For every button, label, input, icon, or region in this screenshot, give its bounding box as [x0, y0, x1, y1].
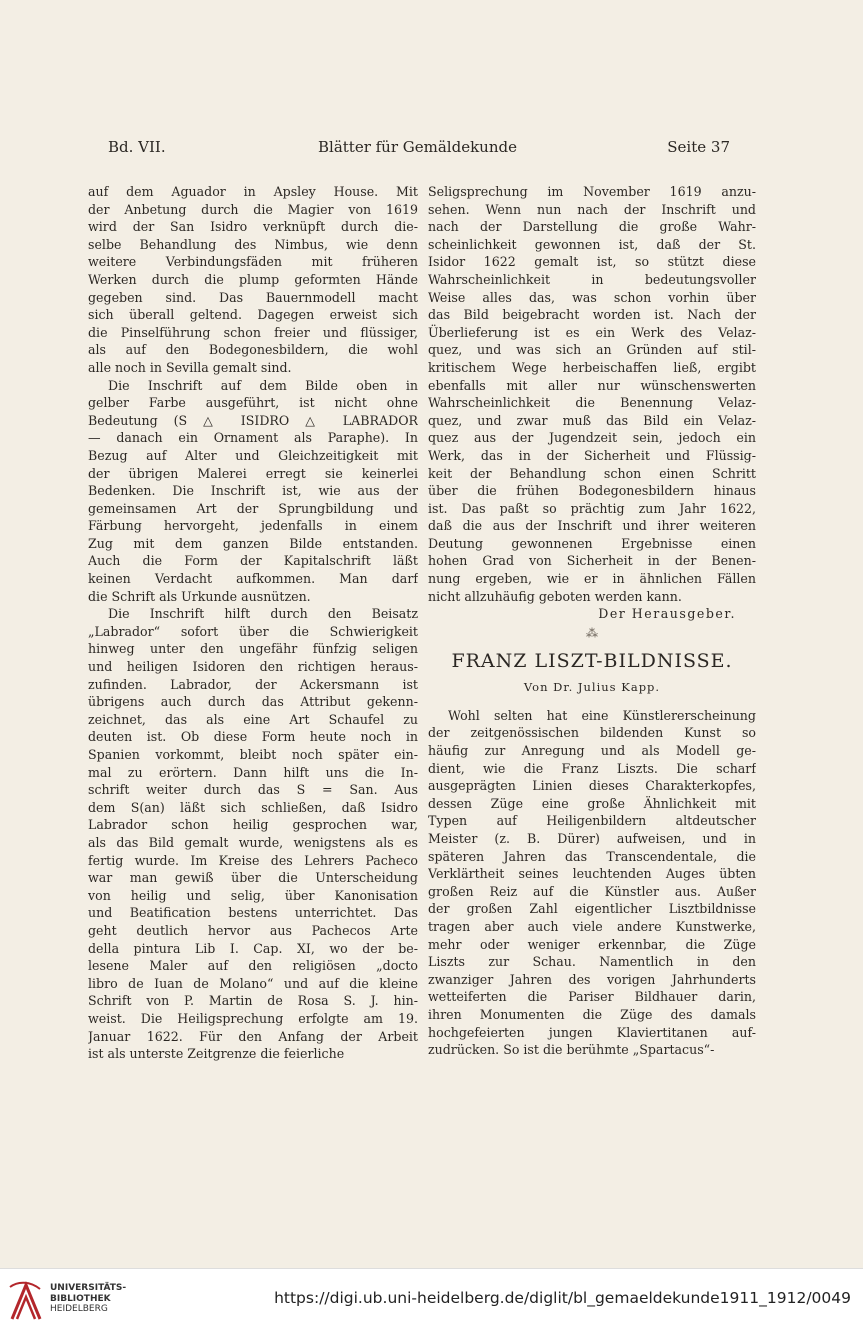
text-line: Labrador schon heilig gesprochen war,	[88, 817, 418, 833]
text-line: Weise alles das, was schon vorhin über	[428, 289, 756, 305]
text-line: der zeitgenössischen bildenden Kunst so	[428, 725, 756, 741]
right-column-continued-text	[428, 183, 756, 605]
text-line: und Beatification bestens unterrichtet. Das	[88, 905, 418, 921]
article-byline: Von Dr. Julius Kapp.	[523, 679, 661, 694]
text-line: Meister (z. B. Dürer) aufweisen, und in	[428, 831, 756, 846]
text-line: Wohl selten hat eine Künstlererscheinung	[448, 707, 756, 723]
text-line: das Bild beigebracht worden ist. Nach der	[428, 307, 756, 323]
text-line: hohen Grad von Sicherheit in der Benen-	[428, 553, 756, 569]
text-line: Typen auf Heiligenbildern altdeutscher	[428, 813, 756, 829]
library-name-line: UNIVERSITÄTS-	[50, 1283, 127, 1293]
library-name[interactable]	[50, 1283, 126, 1315]
text-line: gemeinsamen Art der Sprungbildung und	[88, 500, 418, 516]
text-line: Wahrscheinlichkeit in bedeutungsvoller	[428, 271, 756, 287]
text-line: Werken durch die plump geformten Hände	[88, 271, 418, 287]
text-line: ist. Das paßt so prächtig zum Jahr 1622,	[428, 500, 756, 516]
text-line: daß die aus der Inschrift und ihrer weiteren	[428, 518, 756, 534]
ornament-icon: ⁂	[586, 625, 598, 640]
text-line: weitere Verbindungsfäden mit früheren	[88, 254, 418, 270]
text-line: zwanziger Jahren des vorigen Jahrhunderts	[428, 971, 756, 987]
text-line: schrift weiter durch das S = San. Aus	[88, 782, 418, 798]
left-text-column	[88, 183, 418, 1063]
text-line: Wahrscheinlichkeit die Benennung Velaz-	[428, 395, 756, 411]
text-line: über die frühen Bodegonesbildern hinaus	[428, 483, 756, 499]
text-line: großen Reiz auf die Künstler aus. Außer	[428, 883, 756, 899]
text-line: ihren Monumenten die Züge des damals	[428, 1006, 756, 1022]
text-line: Liszts zur Schau. Namentlich in den	[428, 954, 756, 970]
text-line: Januar 1622. Für den Anfang der Arbeit	[88, 1028, 418, 1044]
text-line: Zug mit dem ganzen Bilde entstanden.	[88, 535, 418, 551]
text-line: geht deutlich hervor aus Pachecos Arte	[88, 922, 418, 938]
text-line: mehr oder weniger erkennbar, die Züge	[428, 936, 756, 952]
text-line: quez, und zwar muß das Bild ein Velaz-	[428, 412, 756, 428]
text-line: — danach ein Ornament als Paraphe). In	[88, 430, 418, 446]
viewer-footer	[0, 1268, 863, 1332]
text-line: späteren Jahren das Transcendentale, die	[428, 848, 756, 864]
text-line: „Labrador“ sofort über die Schwierigkeit	[88, 623, 418, 639]
text-line: dient, wie die Franz Liszts. Die scharf	[428, 760, 756, 776]
permalink-url[interactable]: https://digi.ub.uni-heidelberg.de/diglit/bl_gemaeldekunde1911_1912/0049	[274, 1289, 851, 1307]
text-line: ebenfalls mit aller nur wünschenswerten	[428, 377, 756, 393]
text-line: quez aus der Jugendzeit sein, jedoch ein	[428, 430, 756, 446]
article-title: FRANZ LISZT-BILDNISSE.	[451, 649, 733, 672]
text-line: Seligsprechung im November 1619 anzu-	[428, 184, 756, 199]
text-line: deuten ist. Ob diese Form heute noch in	[88, 729, 418, 745]
text-line: als das Bild gemalt wurde, wenigstens als es	[88, 834, 418, 850]
text-line: weist. Die Heiligsprechung erfolgte am 19.	[88, 1010, 418, 1026]
journal-title: Blätter für Gemäldekunde	[318, 138, 517, 156]
text-line: Deutung gewonnenen Ergebnisse einen	[428, 535, 756, 551]
text-line: sich überall geltend. Dagegen erweist sich	[88, 307, 418, 323]
text-line: della pintura Lib I. Cap. XI, wo der be-	[88, 940, 418, 956]
text-line: sehen. Wenn nun nach der Inschrift und	[428, 201, 756, 217]
text-line: Auch die Form der Kapitalschrift läßt	[88, 553, 418, 569]
text-line: Spanien vorkommt, bleibt noch später ein-	[88, 747, 418, 762]
text-line: Werk, das in der Sicherheit und Flüssig-	[428, 447, 756, 463]
text-line: von heilig und selig, über Kanonisation	[88, 887, 418, 903]
text-line: Färbung hervorgeht, jedenfalls in einem	[88, 518, 418, 534]
text-line: Bedenken. Die Inschrift ist, wie aus der	[88, 483, 418, 499]
text-line: lesene Maler auf den religiösen „docto	[88, 958, 418, 974]
text-line: auf dem Aguador in Apsley House. Mit	[88, 184, 418, 199]
signature: Der Herausgeber.	[598, 606, 736, 622]
text-line: hinweg unter den ungefähr fünfzig seligen	[88, 641, 418, 657]
text-line: Bedeutung (S △ ISIDRO △ LABRADOR	[88, 412, 418, 428]
text-line: wird der San Isidro verknüpft durch die-	[88, 219, 418, 235]
text-line: hochgefeierten jungen Klaviertitanen auf-	[428, 1024, 756, 1040]
text-line: der übrigen Malerei erregt sie keinerlei	[88, 465, 418, 481]
text-line: quez, und was sich an Gründen auf stil-	[428, 342, 756, 358]
text-line: häufig zur Anregung und als Modell ge-	[428, 743, 756, 759]
text-line: als auf den Bodegonesbildern, die wohl	[88, 342, 418, 358]
text-line: selbe Behandlung des Nimbus, wie denn	[88, 236, 418, 252]
text-line: scheinlichkeit gewonnen ist, daß der St.	[428, 236, 756, 252]
text-line: Die Inschrift hilft durch den Beisatz	[108, 606, 418, 622]
text-line: keinen Verdacht aufkommen. Man darf	[88, 571, 418, 587]
text-line: die Pinselführung schon freier und flüssiger,	[88, 324, 418, 340]
text-line: keit der Behandlung schon einen Schritt	[428, 465, 756, 481]
text-line: Schrift von P. Martin de Rosa S. J. hin-	[88, 993, 418, 1009]
text-line: Bezug auf Alter und Gleichzeitigkeit mit	[88, 447, 418, 463]
text-line: mal zu erörtern. Dann hilft uns die In-	[88, 764, 418, 780]
text-line: zufinden. Labrador, der Ackersmann ist	[88, 676, 418, 692]
text-line: Verklärtheit seines leuchtenden Auges übten	[428, 866, 756, 882]
text-line: nung ergeben, wie er in ähnlichen Fällen	[428, 571, 756, 587]
text-line: wetteiferten die Pariser Bildhauer darin,	[428, 989, 756, 1005]
article-body	[428, 707, 756, 1059]
text-line: ist als unterste Zeitgrenze die feierliche	[88, 1046, 345, 1062]
text-line: Überlieferung ist es ein Werk des Velaz-	[428, 324, 756, 340]
text-line: zeichnet, das als eine Art Schaufel zu	[88, 711, 418, 727]
text-line: und heiligen Isidoren den richtigen heraus-	[88, 659, 418, 675]
text-line: Isidor 1622 gemalt ist, so stützt diese	[428, 254, 756, 270]
text-line: der Anbetung durch die Magier von 1619	[88, 201, 418, 217]
library-name-line: HEIDELBERG	[50, 1304, 108, 1314]
text-line: war man gewiß über die Unterscheidung	[88, 870, 418, 886]
text-line: gegeben sind. Das Bauernmodell macht	[88, 289, 418, 305]
text-line: nicht allzuhäufig geboten werden kann.	[428, 588, 682, 604]
text-line: der großen Zahl eigentlicher Lisztbildnisse	[428, 901, 756, 917]
text-line: tragen aber auch viele andere Kunstwerke,	[428, 918, 756, 934]
text-line: gelber Farbe ausgeführt, ist nicht ohne	[88, 395, 418, 411]
right-text-column	[428, 183, 756, 1059]
text-line: dem S(an) läßt sich schließen, daß Isidro	[88, 799, 418, 815]
text-line: libro de Iuan de Molano“ und auf die kleine	[88, 975, 418, 991]
text-line: übrigens auch durch das Attribut gekenn-	[88, 694, 418, 710]
text-line: zudrücken. So ist die berühmte „Spartacus“-	[428, 1042, 715, 1058]
text-line: fertig wurde. Im Kreise des Lehrers Pacheco	[88, 852, 418, 868]
text-line: die Schrift als Urkunde ausnützen.	[88, 588, 311, 604]
text-line: nach der Darstellung die große Wahr-	[428, 219, 756, 235]
text-line: Die Inschrift auf dem Bilde oben in	[108, 377, 418, 393]
volume-label: Bd. VII.	[108, 138, 166, 156]
text-line: kritischem Wege herbeischaffen ließ, ergibt	[428, 359, 756, 375]
text-line: alle noch in Sevilla gemalt sind.	[88, 359, 292, 375]
text-line: dessen Züge eine große Ähnlichkeit mit	[428, 795, 756, 811]
university-library-logo-icon[interactable]	[8, 1279, 44, 1323]
page-number: Seite 37	[667, 138, 730, 156]
running-header	[108, 138, 730, 160]
text-line: ausgeprägten Linien dieses Charakterkopfes,	[428, 778, 756, 794]
library-name-line: BIBLIOTHEK	[50, 1293, 111, 1304]
